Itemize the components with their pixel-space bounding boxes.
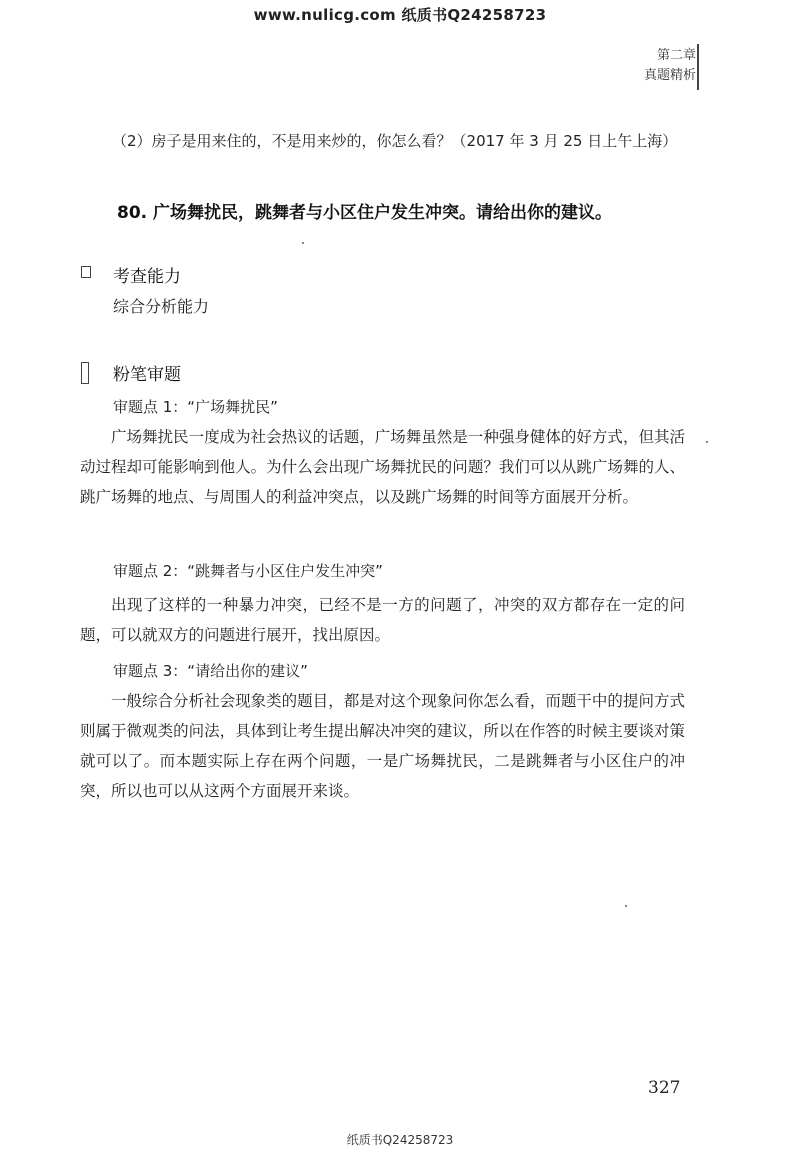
scan-speck xyxy=(706,441,708,443)
chapter-header xyxy=(644,46,696,86)
analysis-point-2-label: 审题点 2：“跳舞者与小区住户发生冲突” xyxy=(113,562,383,580)
chapter-divider xyxy=(697,44,699,90)
analysis-point-3-text: 一般综合分析社会现象类的题目，都是对这个现象问你怎么看，而题干中的提问方式则属于微观类的问法，具体到让考生提出解决冲突的建议，所以在作答的时候主要谈对策就可以了。而本题实际上存在两个问题，一是广场舞扰民，二是跳舞者与小区住户的冲突，所以也可以从这两个方面展开来谈。 xyxy=(80,692,685,800)
analysis-point-1-text: 广场舞扰民一度成为社会热议的话题，广场舞虽然是一种强身健体的好方式，但其活动过程却可能影响到他人。为什么会出现广场舞扰民的问题？我们可以从跳广场舞的人、跳广场舞的地点、与周围人的利益冲突点，以及跳广场舞的时间等方面展开分析。 xyxy=(80,428,685,506)
section-label: 真题精析 xyxy=(643,68,696,83)
ability-text: 综合分析能力 xyxy=(113,297,210,316)
analysis-point-1-label: 审题点 1：“广场舞扰民” xyxy=(113,398,278,416)
chapter-label: 第二章 xyxy=(656,48,696,63)
footer-watermark: 纸质书Q24258723 xyxy=(346,1133,454,1147)
question-title: 80. 广场舞扰民，跳舞者与小区住户发生冲突。请给出你的建议。 xyxy=(117,203,613,223)
analysis-point-2-text: 出现了这样的一种暴力冲突，已经不是一方的问题了，冲突的双方都存在一定的问题，可以就双方的问题进行展开，找出原因。 xyxy=(80,596,685,644)
scan-speck xyxy=(302,242,304,244)
scan-speck xyxy=(625,905,627,907)
page-number: 327 xyxy=(648,1078,681,1098)
analysis-heading: 粉笔审题 xyxy=(113,365,181,385)
analysis-point-3-label: 审题点 3：“请给出你的建议” xyxy=(113,662,308,680)
top-banner: www.nulicg.com 纸质书Q24258723 xyxy=(253,6,547,24)
ability-heading: 考查能力 xyxy=(113,267,181,287)
previous-question-line: （2）房子是用来住的，不是用来炒的，你怎么看？（2017 年 3 月 25 日上午上海） xyxy=(112,132,678,150)
analysis-marker-icon xyxy=(81,362,89,384)
ability-marker-icon xyxy=(81,266,91,278)
